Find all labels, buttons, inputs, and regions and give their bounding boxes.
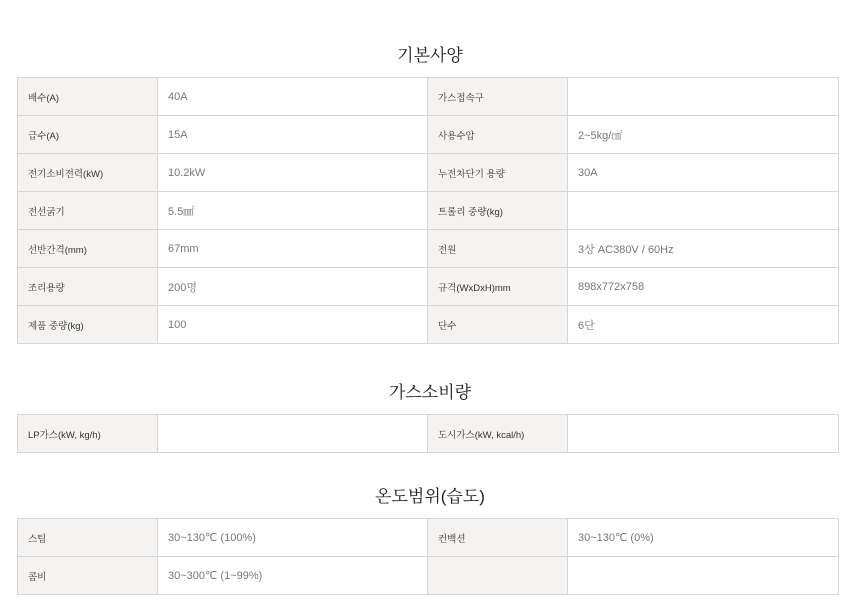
spec-value: 40A xyxy=(158,78,428,116)
spec-label: 배수(A) xyxy=(18,78,158,116)
spec-label: 사용수압 xyxy=(428,116,568,154)
table-row xyxy=(18,154,839,192)
spec-label: 조리용량 xyxy=(18,268,158,306)
spec-label: 급수(A) xyxy=(18,116,158,154)
spec-value: 30A xyxy=(568,154,839,192)
spec-value: 2~5kg/㎠ xyxy=(568,116,839,154)
spec-label: 전선굵기 xyxy=(18,192,158,230)
spec-value xyxy=(158,415,428,453)
spec-value: 100 xyxy=(158,306,428,344)
spec-label xyxy=(428,557,568,595)
spec-label: 스팀 xyxy=(18,519,158,557)
spec-value: 15A xyxy=(158,116,428,154)
section-title-temperature-range: 온도범위(습도) xyxy=(375,487,485,506)
table-row xyxy=(18,306,839,344)
spec-label: 제품 중량(kg) xyxy=(18,306,158,344)
spec-value xyxy=(568,192,839,230)
spec-value: 30~130℃ (100%) xyxy=(158,519,428,557)
spec-value xyxy=(568,78,839,116)
spec-label: 가스접속구 xyxy=(428,78,568,116)
spec-value: 200명 xyxy=(158,268,428,306)
spec-value: 67mm xyxy=(158,230,428,268)
spec-label: 단수 xyxy=(428,306,568,344)
spec-label: 누전차단기 용량 xyxy=(428,154,568,192)
table-row xyxy=(18,415,839,453)
spec-label: 트롤리 중량(kg) xyxy=(428,192,568,230)
spec-label: LP가스(kW, kg/h) xyxy=(18,415,158,453)
table-row xyxy=(18,557,839,595)
spec-label: 규격(WxDxH)mm xyxy=(428,268,568,306)
spec-label: 컨백션 xyxy=(428,519,568,557)
table-row xyxy=(18,519,839,557)
spec-value: 5.5㎟ xyxy=(158,192,428,230)
gas-consumption-table xyxy=(17,414,839,453)
spec-label: 전원 xyxy=(428,230,568,268)
spec-value: 6단 xyxy=(568,306,839,344)
table-row xyxy=(18,230,839,268)
spec-value xyxy=(568,415,839,453)
spec-value: 10.2kW xyxy=(158,154,428,192)
spec-label: 도시가스(kW, kcal/h) xyxy=(428,415,568,453)
spec-value: 898x772x758 xyxy=(568,268,839,306)
table-row xyxy=(18,116,839,154)
spec-value xyxy=(568,557,839,595)
table-row xyxy=(18,192,839,230)
spec-label: 콤비 xyxy=(18,557,158,595)
spec-value: 3상 AC380V / 60Hz xyxy=(568,230,839,268)
table-row xyxy=(18,268,839,306)
spec-label: 전기소비전력(kW) xyxy=(18,154,158,192)
section-title-gas-consumption: 가스소비량 xyxy=(388,383,472,402)
section-title-basic-spec: 기본사양 xyxy=(397,46,463,65)
spec-label: 선반간격(mm) xyxy=(18,230,158,268)
table-row xyxy=(18,78,839,116)
temperature-range-table xyxy=(17,518,839,595)
spec-value: 30~130℃ (0%) xyxy=(568,519,839,557)
basic-spec-table xyxy=(17,77,839,344)
spec-value: 30~300℃ (1~99%) xyxy=(158,557,428,595)
